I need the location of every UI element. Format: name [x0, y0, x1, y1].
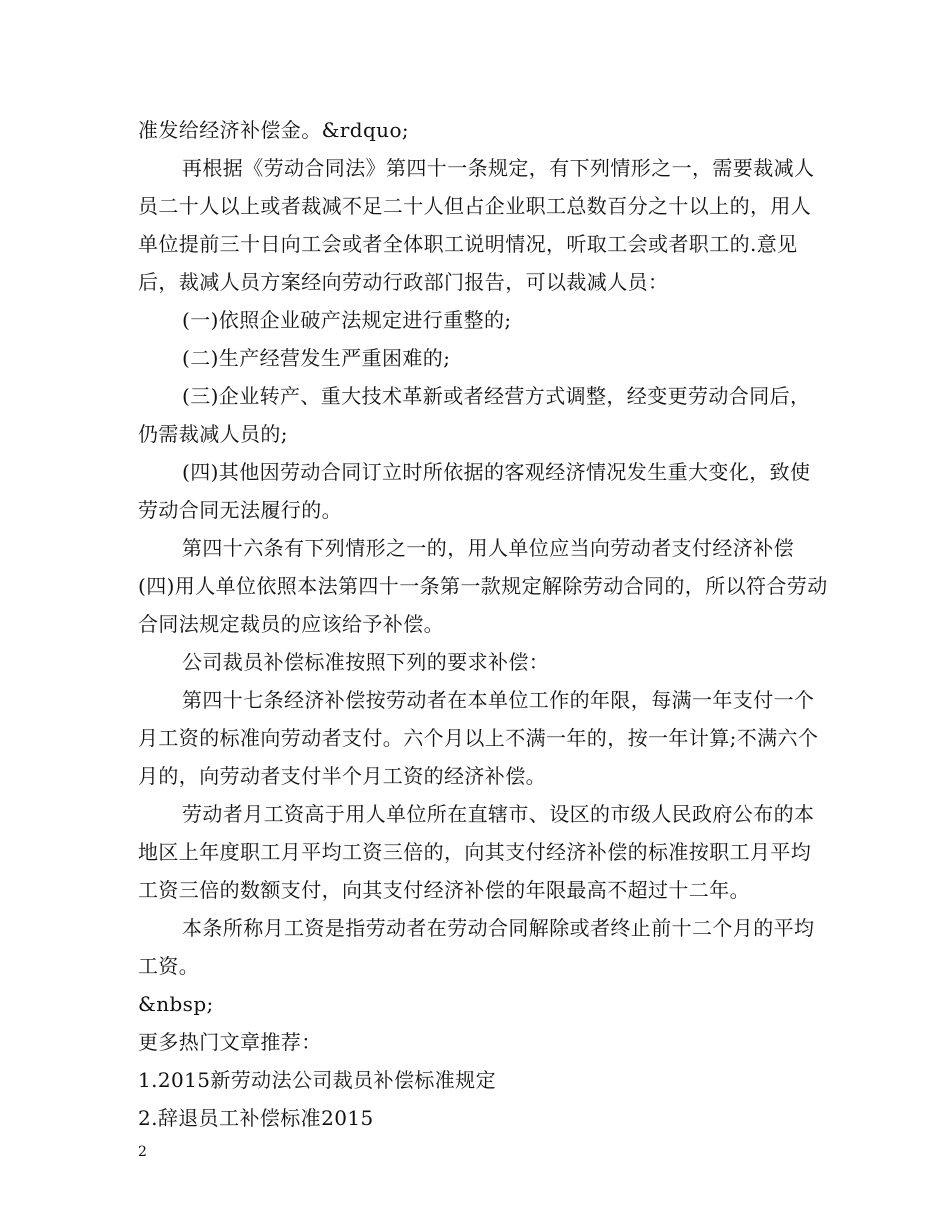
page-number: 2: [138, 1144, 147, 1160]
paragraph: 劳动者月工资高于用人单位所在直辖市、设区的市级人民政府公布的本地区上年度职工月平均工资三倍的，向其支付经济补偿的标准按职工月平均工资三倍的数额支付，向其支付经济补偿的年限最高不超过十二年。: [138, 802, 815, 902]
recommended-link[interactable]: 2.辞退员工补偿标准2015: [138, 1106, 374, 1130]
list-item: (三)企业转产、重大技术革新或者经营方式调整，经变更劳动合同后，仍需裁减人员的;: [138, 384, 811, 446]
list-item: (四)其他因劳动合同订立时所依据的客观经济情况发生重大变化，致使劳动合同无法履行的。: [138, 460, 811, 522]
list-item: (一)依照企业破产法规定进行重整的;: [182, 308, 512, 332]
paragraph: 第四十六条有下列情形之一的，用人单位应当向劳动者支付经济补偿(四)用人单位依照本法第四十一条第一款规定解除劳动合同的，所以符合劳动合同法规定裁员的应该给予补偿。: [138, 536, 828, 636]
paragraph: 再根据《劳动合同法》第四十一条规定，有下列情形之一，需要裁减人员二十人以上或者裁减不足二十人但占企业职工总数百分之十以上的，用人单位提前三十日向工会或者全体职工说明情况，听取工会或者职工的.意见后，裁减人员方案经向劳动行政部门报告，可以裁减人员：: [138, 156, 815, 294]
list-item: (二)生产经营发生严重困难的;: [182, 346, 451, 370]
paragraph: 准发给经济补偿金。&rdquo;: [138, 118, 410, 142]
document-body: [138, 111, 828, 1137]
paragraph: 第四十七条经济补偿按劳动者在本单位工作的年限，每满一年支付一个月工资的标准向劳动者支付。六个月以上不满一年的，按一年计算;不满六个月的，向劳动者支付半个月工资的经济补偿。: [138, 688, 819, 788]
paragraph: 本条所称月工资是指劳动者在劳动合同解除或者终止前十二个月的平均工资。: [138, 916, 815, 978]
paragraph: 公司裁员补偿标准按照下列的要求补偿：: [182, 650, 550, 674]
nbsp-line: &nbsp;: [138, 992, 214, 1016]
recommended-link[interactable]: 1.2015新劳动法公司裁员补偿标准规定: [138, 1068, 496, 1092]
recommended-heading: 更多热门文章推荐：: [138, 1030, 322, 1054]
